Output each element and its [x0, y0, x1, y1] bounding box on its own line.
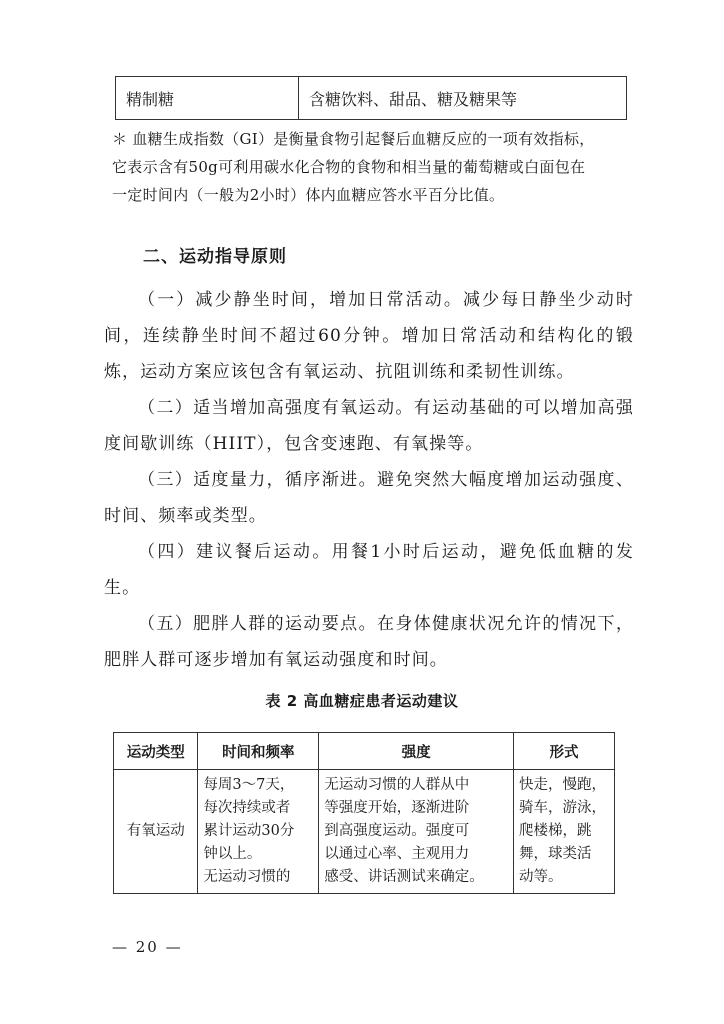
intensity-cell: [319, 770, 514, 894]
principle-paragraph: （四）建议餐后运动。用餐1小时后运动，避免低血糖的发生。: [104, 542, 634, 598]
principle-paragraph: （五）肥胖人群的运动要点。在身体健康状况允许的情况下，肥胖人群可逐步增加有氧运动强度和时间。: [104, 614, 634, 670]
food-category-cell: 精制糖: [116, 77, 299, 120]
column-header: 时间和频率: [198, 733, 319, 770]
table-row: [116, 77, 627, 120]
table-header-row: [114, 733, 615, 770]
cell-line: 动等。: [519, 869, 563, 885]
cell-line: 舞，球类活: [519, 846, 592, 862]
cell-line: 每周3～7天，: [203, 777, 295, 793]
cell-line: 钟以上。: [203, 846, 262, 862]
cell-line: 快走，慢跑，: [519, 777, 607, 793]
cell-line: 累计运动30分: [203, 823, 295, 839]
column-header: 运动类型: [114, 733, 198, 770]
exercise-principles: [104, 282, 634, 678]
principle-paragraph: （三）适度量力，循序渐进。避免突然大幅度增加运动强度、时间、频率或类型。: [104, 470, 634, 526]
cell-line: 每次持续或者: [203, 800, 291, 816]
cell-line: 无运动习惯的人群从中: [324, 777, 470, 793]
form-cell: [514, 770, 615, 894]
cell-line: 爬楼梯，跳: [519, 823, 592, 839]
cell-line: 到高强度运动。强度可: [324, 823, 470, 839]
column-header: 形式: [514, 733, 615, 770]
table-caption: 表 2 高血糖症患者运动建议: [265, 692, 459, 710]
column-header: 强度: [319, 733, 514, 770]
footnote-line: 它表示含有50g可利用碳水化合物的食物和相当量的葡萄糖或白面包在: [112, 158, 586, 176]
footnote-line: 一定时间内（一般为2小时）体内血糖应答水平百分比值。: [112, 186, 505, 204]
gi-footnote: [112, 125, 632, 209]
exercise-type-cell: 有氧运动: [114, 770, 198, 894]
time-frequency-cell: [198, 770, 319, 894]
cell-line: 感受、讲话测试来确定。: [324, 869, 484, 885]
principle-paragraph: （二）适当增加高强度有氧运动。有运动基础的可以增加高强度间歇训练（HIIT），包含变速跑、有氧操等。: [104, 398, 634, 454]
cell-line: 以通过心率、主观用力: [324, 846, 470, 862]
exercise-recommendation-table: [113, 732, 615, 894]
cell-line: 等强度开始，逐渐进阶: [324, 800, 470, 816]
page-number: — 20 —: [112, 938, 183, 956]
food-examples-cell: 含糖饮料、甜品、糖及糖果等: [299, 77, 627, 120]
principle-paragraph: （一）减少静坐时间，增加日常活动。减少每日静坐少动时间，连续静坐时间不超过60分钟。增加日常活动和结构化的锻炼，运动方案应该包含有氧运动、抗阻训练和柔韧性训练。: [104, 290, 634, 382]
cell-line: 骑车，游泳，: [519, 800, 607, 816]
food-table-fragment: [115, 76, 627, 120]
table-row: [114, 770, 615, 894]
cell-line: 无运动习惯的: [203, 869, 291, 885]
section-heading: 二、运动指导原则: [143, 247, 287, 267]
footnote-line: ＊ 血糖生成指数（GI）是衡量食物引起餐后血糖反应的一项有效指标，: [112, 130, 595, 148]
